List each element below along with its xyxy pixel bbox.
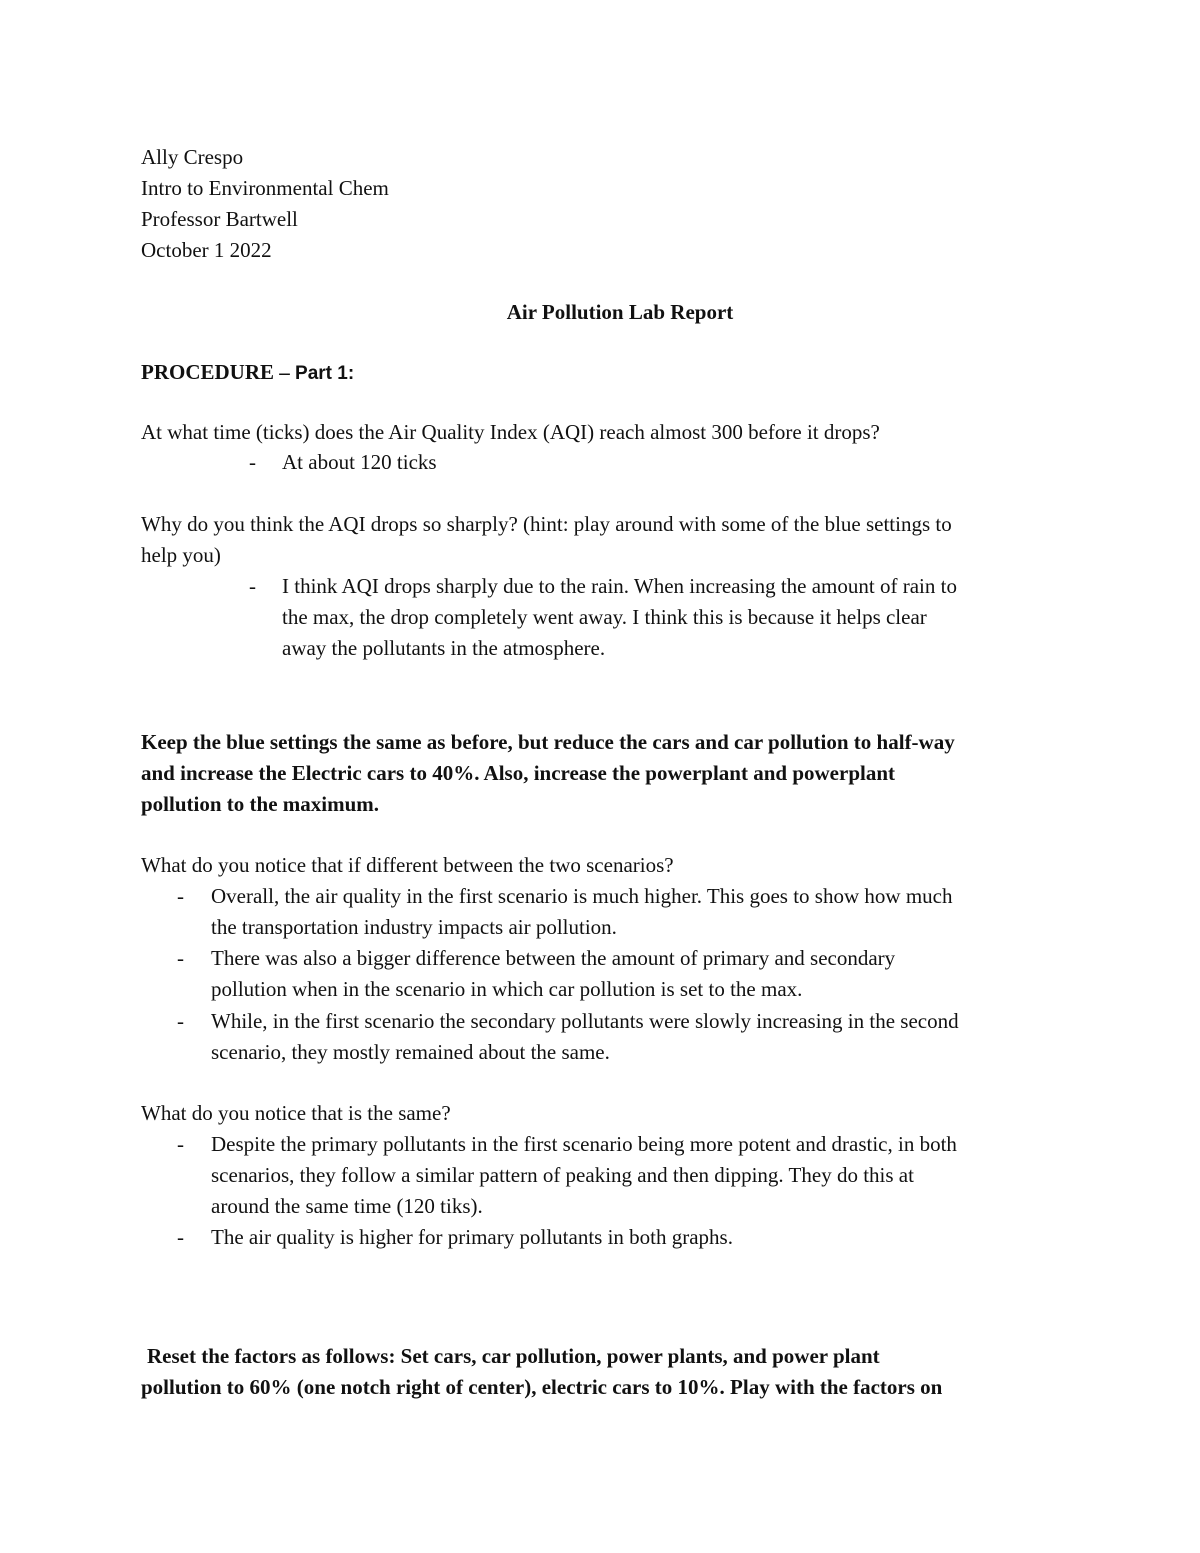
instruction-2-line-1: Reset the factors as follows: Set cars, car pollution, power plants, and power plant <box>147 1344 880 1368</box>
q3-bullet-2-line-1: There was also a bigger difference between the amount of primary and secondary <box>211 946 896 970</box>
q4-bullet-2-dash: - <box>177 1225 184 1249</box>
instruction-1-line-1: Keep the blue settings the same as before, but reduce the cars and car pollution to half-way <box>141 730 955 754</box>
instruction-1-line-2: and increase the Electric cars to 40%. Also, increase the powerplant and powerplant <box>141 761 896 785</box>
author-name: Ally Crespo <box>141 145 244 169</box>
question-2-line-2: help you) <box>141 543 221 567</box>
question-1: At what time (ticks) does the Air Quality Index (AQI) reach almost 300 before it drops? <box>141 420 880 444</box>
answer-2-line-1: I think AQI drops sharply due to the rain. When increasing the amount of rain to <box>282 574 957 598</box>
question-2-line-1: Why do you think the AQI drops so sharply? (hint: play around with some of the blue settings to <box>141 512 952 536</box>
q4-bullet-1-line-3: around the same time (120 tiks). <box>211 1194 483 1218</box>
report-title: Air Pollution Lab Report <box>506 300 734 324</box>
q3-bullet-3-line-2: scenario, they mostly remained about the same. <box>211 1040 610 1064</box>
q4-bullet-2-line-1: The air quality is higher for primary pollutants in both graphs. <box>211 1225 733 1249</box>
instruction-1-line-3: pollution to the maximum. <box>141 792 380 816</box>
q4-bullet-1-line-1: Despite the primary pollutants in the first scenario being more potent and drastic, in both <box>211 1132 957 1156</box>
answer-1: At about 120 ticks <box>282 450 437 474</box>
q3-bullet-2-dash: - <box>177 946 184 970</box>
q4-bullet-1-dash: - <box>177 1132 184 1156</box>
procedure-part: Part 1: <box>295 363 355 384</box>
question-4: What do you notice that is the same? <box>141 1101 451 1125</box>
procedure-label: PROCEDURE – <box>141 360 296 384</box>
procedure-heading <box>141 360 354 386</box>
q3-bullet-3-line-1: While, in the first scenario the secondary pollutants were slowly increasing in the second <box>211 1009 959 1033</box>
report-date: October 1 2022 <box>141 238 272 262</box>
q3-bullet-2-line-2: pollution when in the scenario in which car pollution is set to the max. <box>211 977 803 1001</box>
answer-2-dash: - <box>249 574 256 598</box>
answer-2-line-2: the max, the drop completely went away. I think this is because it helps clear <box>282 605 927 629</box>
q3-bullet-1-line-1: Overall, the air quality in the first scenario is much higher. This goes to show how much <box>211 884 953 908</box>
course-name: Intro to Environmental Chem <box>141 176 389 200</box>
answer-1-dash: - <box>249 450 256 474</box>
answer-2-line-3: away the pollutants in the atmosphere. <box>282 636 606 660</box>
q4-bullet-1-line-2: scenarios, they follow a similar pattern of peaking and then dipping. They do this at <box>211 1163 914 1187</box>
question-3: What do you notice that if different between the two scenarios? <box>141 853 674 877</box>
professor-name: Professor Bartwell <box>141 207 298 231</box>
q3-bullet-3-dash: - <box>177 1009 184 1033</box>
q3-bullet-1-line-2: the transportation industry impacts air pollution. <box>211 915 617 939</box>
q3-bullet-1-dash: - <box>177 884 184 908</box>
instruction-2-line-2: pollution to 60% (one notch right of center), electric cars to 10%. Play with the factors on <box>141 1375 943 1399</box>
